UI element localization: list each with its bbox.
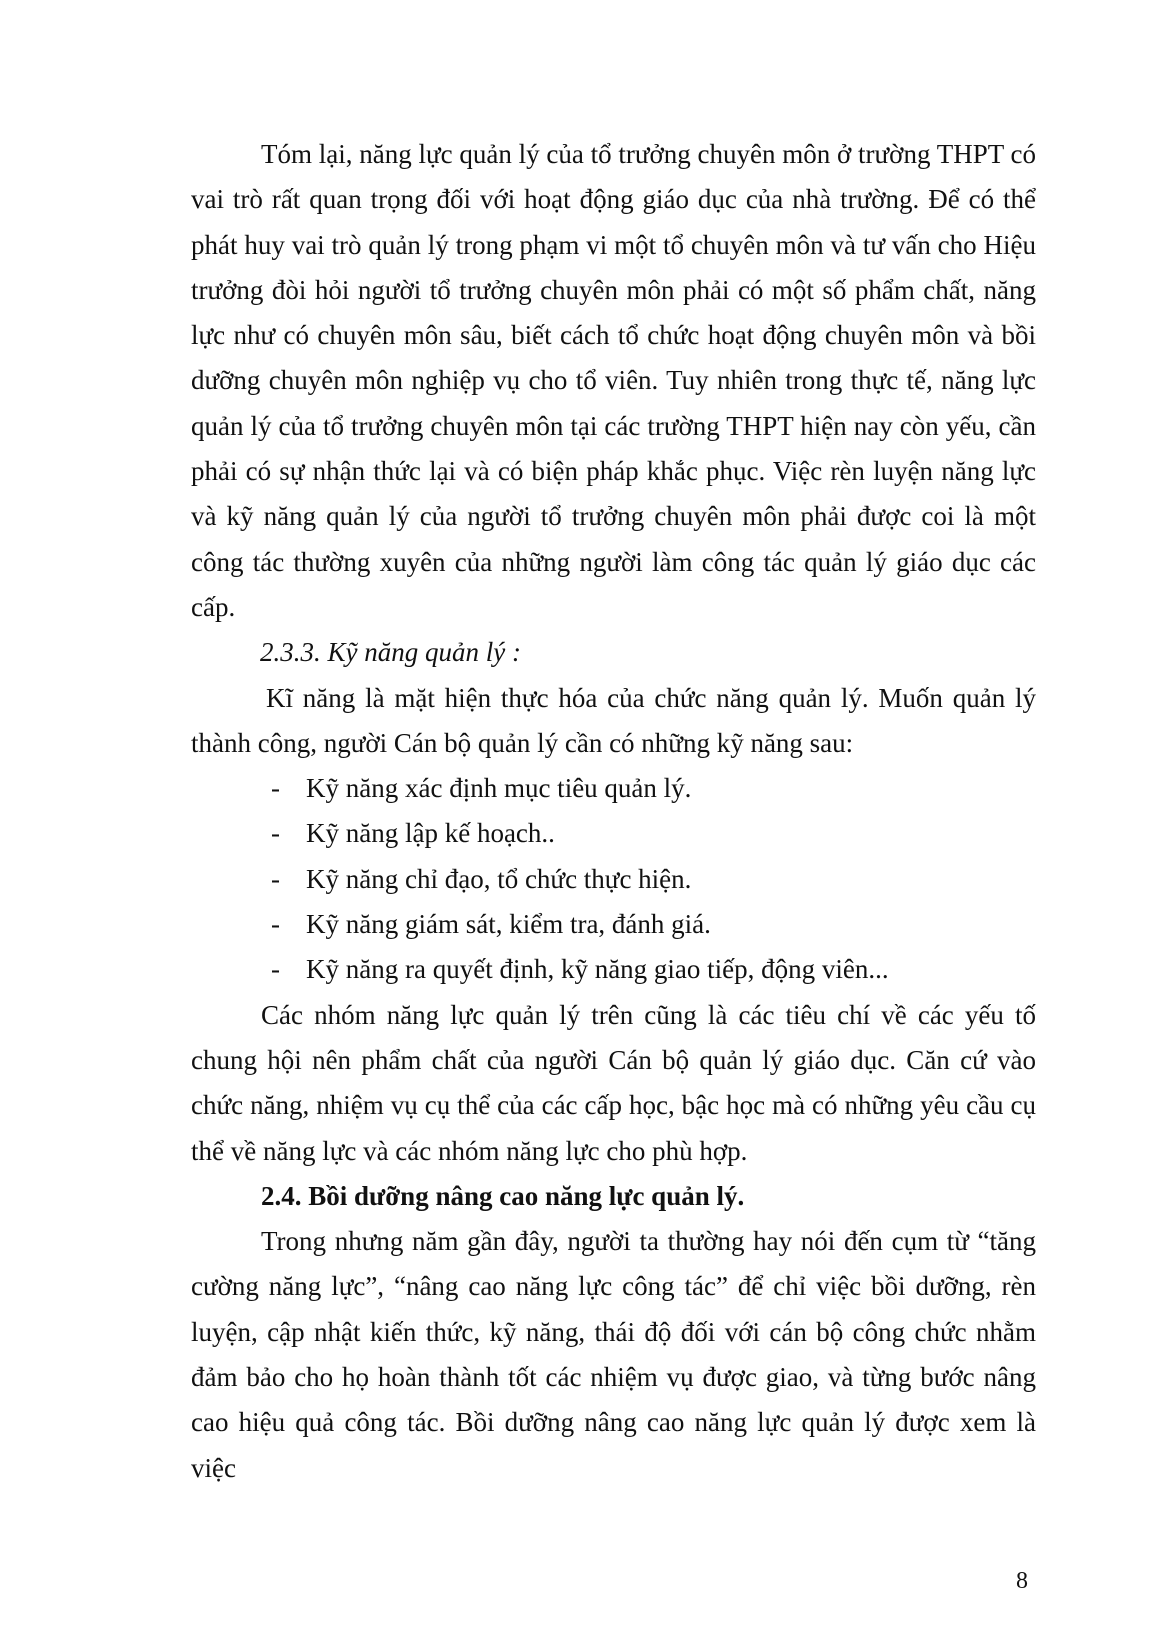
- paragraph-summary: Tóm lại, năng lực quản lý của tổ trưởng chuyên môn ở trường THPT có vai trò rất quan trọng đối với hoạt động giáo dục của nhà trường. Để có thể phát huy vai trò quản lý trong phạm vi một tổ chuyên môn và tư vấn cho Hiệu trưởng đòi hỏi người tổ trưởng chuyên môn phải có một số phẩm chất, năng lực như có chuyên môn sâu, biết cách tổ chức hoạt động chuyên môn và bồi dưỡng chuyên môn nghiệp vụ cho tổ viên. Tuy nhiên trong thực tế, năng lực quản lý của tổ trưởng chuyên môn tại các trường THPT hiện nay còn yếu, cần phải có sự nhận thức lại và có biện pháp khắc phục. Việc rèn luyện năng lực và kỹ năng quản lý của người tổ trưởng chuyên môn phải được coi là một công tác thường xuyên của những người làm công tác quản lý giáo dục các cấp.: [191, 139, 1036, 622]
- paragraph-skills-intro: Kĩ năng là mặt hiện thực hóa của chức năng quản lý. Muốn quản lý thành công, người Cán bộ quản lý cần có những kỹ năng sau:: [191, 682, 1036, 758]
- bullet-dash: -: [271, 773, 280, 804]
- bullet-dash: -: [271, 818, 280, 849]
- list-item: [191, 857, 1036, 902]
- section-heading-2-4: 2.4. Bồi dưỡng nâng cao năng lực quản lý.: [261, 1180, 745, 1211]
- paragraph-skill-groups: Các nhóm năng lực quản lý trên cũng là các tiêu chí về các yếu tố chung hội nên phẩm chất của người Cán bộ quản lý giáo dục. Căn cứ vào chức năng, nhiệm vụ cụ thể của các cấp học, bậc học mà có những yêu cầu cụ thể về năng lực và các nhóm năng lực cho phù hợp.: [191, 999, 1036, 1166]
- page-body: [191, 132, 1036, 1491]
- skills-list: [191, 766, 1036, 992]
- list-item: [191, 947, 1036, 992]
- bullet-dash: -: [271, 954, 280, 985]
- list-item-text: Kỹ năng ra quyết định, kỹ năng giao tiếp, động viên...: [306, 954, 889, 985]
- paragraph-capacity-building: Trong nhưng năm gần đây, người ta thường hay nói đến cụm từ “tăng cường năng lực”, “nâng cao năng lực công tác” để chỉ việc bồi dưỡng, rèn luyện, cập nhật kiến thức, kỹ năng, thái độ đối với cán bộ công chức nhằm đảm bảo cho họ hoàn thành tốt các nhiệm vụ được giao, và từng bước nâng cao hiệu quả công tác. Bồi dưỡng nâng cao năng lực quản lý được xem là việc: [191, 1226, 1036, 1483]
- list-item-text: Kỹ năng lập kế hoạch..: [306, 818, 555, 849]
- list-item: [191, 811, 1036, 856]
- list-item: [191, 766, 1036, 811]
- page-number: 8: [1016, 1568, 1028, 1594]
- bullet-dash: -: [271, 909, 280, 940]
- section-heading-2-3-3: 2.3.3. Kỹ năng quản lý :: [260, 637, 521, 668]
- list-item-text: Kỹ năng giám sát, kiểm tra, đánh giá.: [306, 909, 711, 940]
- list-item-text: Kỹ năng chỉ đạo, tổ chức thực hiện.: [306, 863, 692, 894]
- list-item: [191, 902, 1036, 947]
- bullet-dash: -: [271, 863, 280, 894]
- list-item-text: Kỹ năng xác định mục tiêu quản lý.: [306, 773, 692, 804]
